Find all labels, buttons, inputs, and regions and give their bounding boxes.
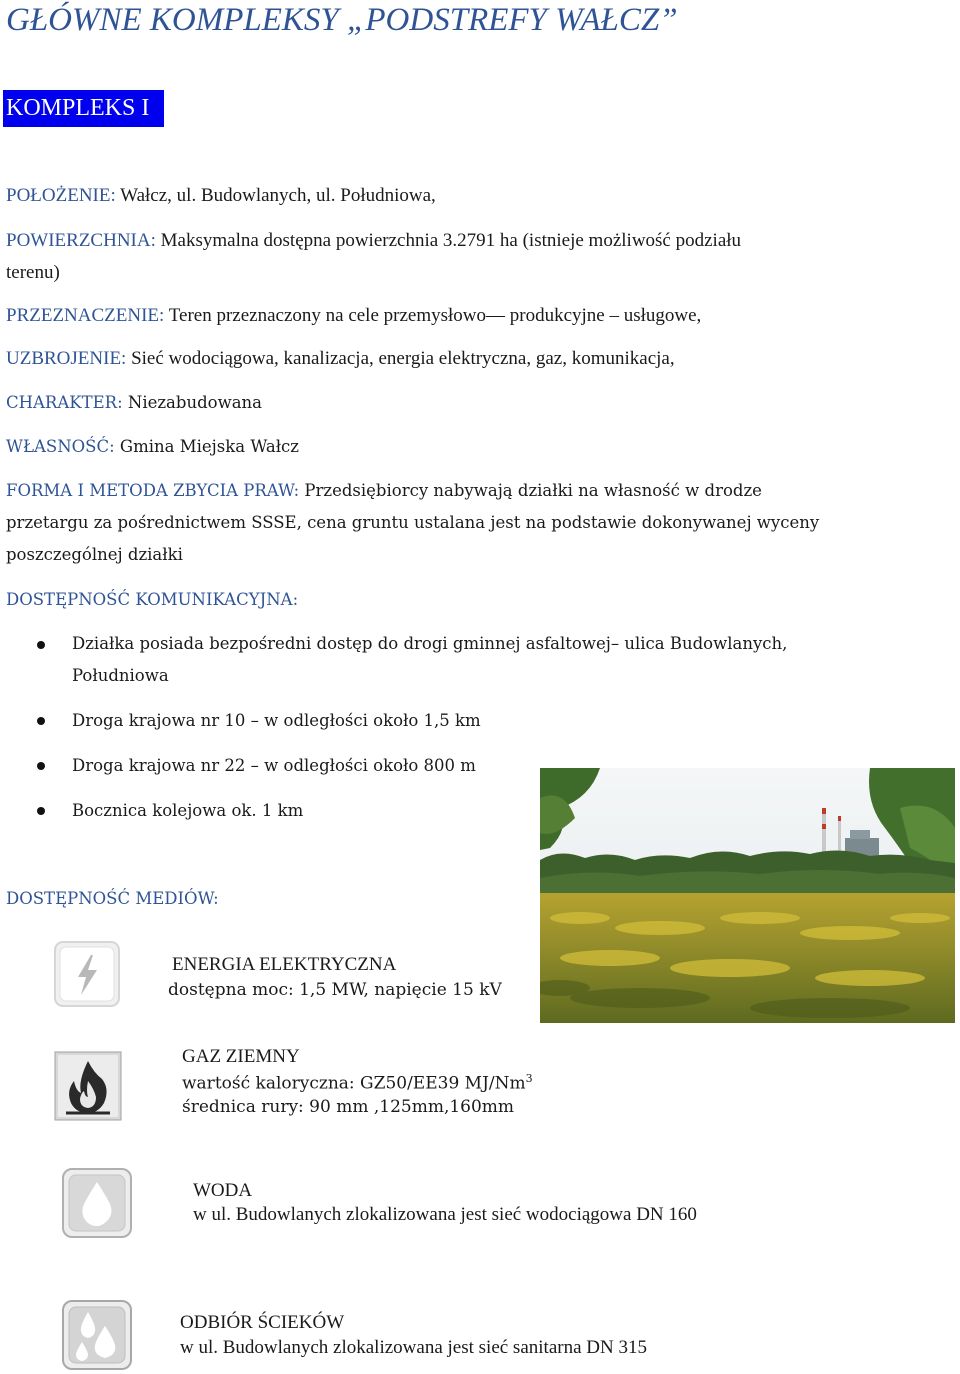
location-value: Wałcz, ul. Budowlanych, ul. Południowa, — [115, 185, 436, 206]
flame-icon — [54, 1051, 122, 1121]
transport-heading: DOSTĘPNOŚĆ KOMUNIKACYJNA: — [6, 590, 299, 609]
area-label: POWIERZCHNIA: — [6, 230, 156, 251]
ownership-value: Gmina Miejska Wałcz — [114, 437, 299, 456]
purpose-line — [6, 305, 701, 327]
method-value: Przedsiębiorcy nabywają działki na własność w drodze — [299, 481, 762, 500]
bullet-dot — [37, 717, 45, 725]
gas-detail-1 — [182, 1072, 533, 1094]
area-value-continued: terenu) — [6, 262, 60, 283]
bullet-dot — [37, 762, 45, 770]
utilities-line — [6, 348, 675, 370]
bullet-dot — [37, 641, 45, 649]
purpose-label: PRZEZNACZENIE: — [6, 305, 165, 326]
character-line — [6, 393, 262, 412]
bullet-dot — [37, 807, 45, 815]
site-photo — [540, 768, 955, 1023]
water-drop-icon — [62, 1168, 132, 1238]
utilities-value: Sieć wodociągowa, kanalizacja, energia elektryczna, gaz, komunikacja, — [126, 348, 675, 369]
method-value-2: przetargu za pośrednictwem SSSE, cena gruntu ustalana jest na podstawie dokonywanej wyceny — [6, 513, 820, 532]
method-label: FORMA I METODA ZBYCIA PRAW: — [6, 481, 300, 500]
electricity-detail: dostępna moc: 1,5 MW, napięcie 15 kV — [168, 980, 502, 1000]
method-value-3: poszczególnej działki — [6, 545, 183, 564]
method-line — [6, 481, 762, 500]
character-label: CHARAKTER: — [6, 393, 123, 412]
transport-item-1-cont: Południowa — [72, 666, 169, 685]
location-label: POŁOŻENIE: — [6, 185, 116, 206]
transport-item-2: Droga krajowa nr 10 – w odległości około 1,5 km — [72, 711, 481, 730]
ownership-label: WŁASNOŚĆ: — [6, 437, 115, 456]
utilities-label: UZBROJENIE: — [6, 348, 127, 369]
gas-detail-2: średnica rury: 90 mm ,125mm,160mm — [182, 1097, 515, 1117]
gas-calorific-value: wartość kaloryczna: GZ50/EE39 MJ/Nm — [182, 1073, 526, 1094]
gas-unit-superscript: 3 — [525, 1072, 533, 1085]
sewage-drops-icon — [62, 1300, 132, 1370]
area-value: Maksymalna dostępna powierzchnia 3.2791 ha (istnieje możliwość podziału — [155, 230, 742, 251]
transport-item-4: Bocznica kolejowa ok. 1 km — [72, 801, 304, 820]
water-detail: w ul. Budowlanych zlokalizowana jest sieć wodociągowa DN 160 — [193, 1204, 697, 1225]
transport-item-1: Działka posiada bezpośredni dostęp do drogi gminnej asfaltowej– ulica Budowlanych, — [72, 634, 788, 653]
sewage-title: ODBIÓR ŚCIEKÓW — [180, 1312, 345, 1333]
lightning-icon — [54, 941, 120, 1007]
purpose-value: Teren przeznaczony na cele przemysłowo— produkcyjne – usługowe, — [164, 305, 702, 326]
complex-badge: KOMPLEKS I — [3, 90, 164, 127]
transport-item-3: Droga krajowa nr 22 – w odległości około 800 m — [72, 756, 476, 775]
sewage-detail: w ul. Budowlanych zlokalizowana jest sieć sanitarna DN 315 — [180, 1337, 647, 1358]
media-heading: DOSTĘPNOŚĆ MEDIÓW: — [6, 889, 219, 908]
location-line — [6, 185, 436, 207]
water-title: WODA — [193, 1180, 253, 1201]
page-title: GŁÓWNE KOMPLEKSY „PODSTREFY WAŁCZ” — [6, 2, 678, 38]
area-line — [6, 230, 741, 252]
gas-title: GAZ ZIEMNY — [182, 1046, 300, 1067]
character-value: Niezabudowana — [122, 393, 263, 412]
electricity-title: ENERGIA ELEKTRYCZNA — [172, 954, 397, 975]
ownership-line — [6, 437, 299, 456]
